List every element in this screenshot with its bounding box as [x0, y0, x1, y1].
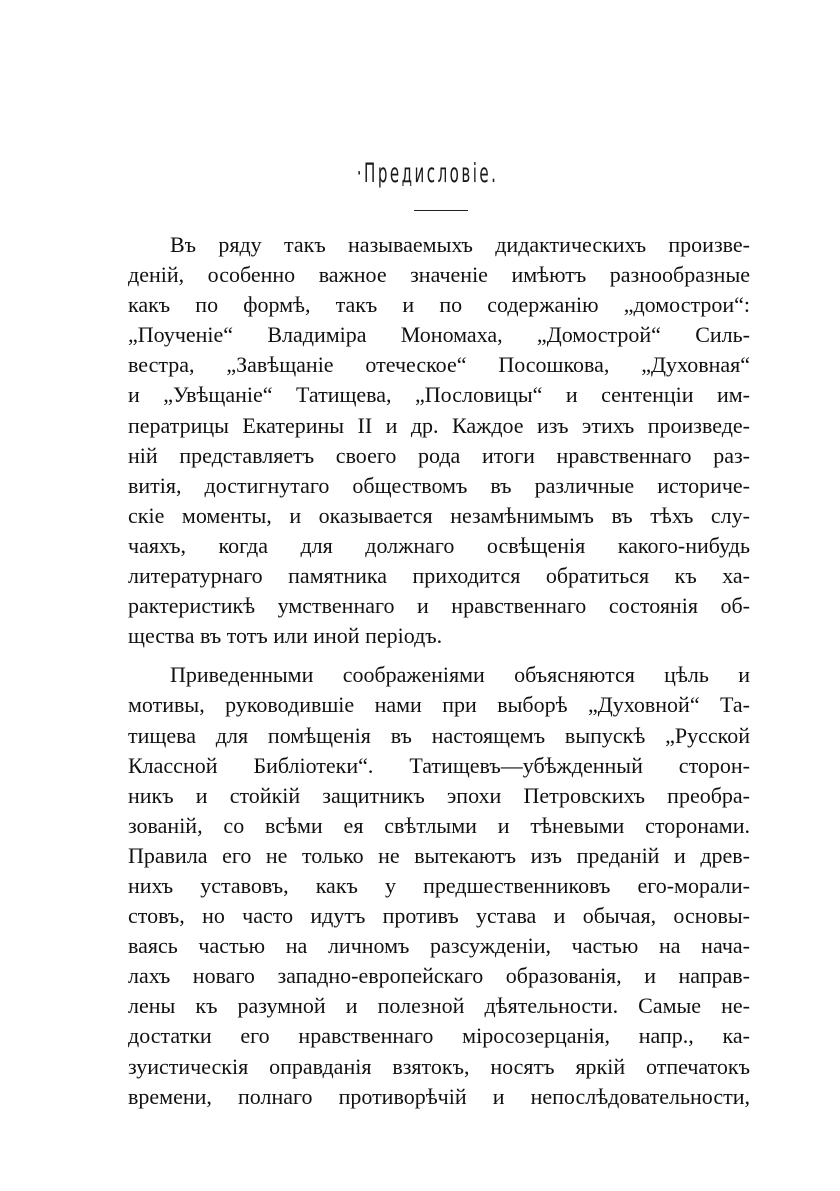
text-line: зованій, со всѣми ея свѣтлыми и тѣневыми сторонами. — [128, 812, 750, 838]
text-line: Правила его не только не вытекаютъ изъ преданій и древ- — [128, 842, 750, 868]
title-divider — [414, 210, 468, 211]
text-line: какъ по формѣ, такъ и по содержанію „домострои“: — [128, 292, 750, 318]
text-line: и „Увѣщаніе“ Татищева, „Пословицы“ и сентенціи им- — [128, 382, 750, 408]
text-line: Классной Библіотеки“. Татищевъ—убѣжденный сторон- — [128, 752, 750, 778]
text-line: Приведенными соображеніями объясняются цѣль и — [170, 662, 750, 688]
text-line: „Поученіе“ Владиміра Мономаха, „Домострой“ Силь- — [128, 322, 750, 348]
paragraph — [128, 230, 750, 651]
body-text — [128, 230, 750, 1121]
text-line: чаяхъ, когда для должнаго освѣщенія какого-нибудь — [128, 532, 750, 558]
text-line: лены къ разумной и полезной дѣятельности. Самые не- — [128, 993, 750, 1019]
text-line: скіе моменты, и оказывается незамѣнимымъ въ тѣхъ слу- — [128, 502, 750, 528]
text-line: тищева для помѣщенія въ настоящемъ выпускѣ „Русской — [128, 722, 750, 748]
page-title: ·Предисловіе. — [356, 158, 499, 189]
text-line: достатки его нравственнаго міросозерцанія, напр., ка- — [128, 1023, 750, 1049]
text-line: деній, особенно важное значеніе имѣютъ разнообразные — [128, 262, 750, 288]
text-line: рактеристикѣ умственнаго и нравственнаго состоянія об- — [128, 593, 750, 619]
text-line: нихъ уставовъ, какъ у предшественниковъ его-морали- — [128, 872, 750, 898]
text-line: щества въ тотъ или иной періодъ. — [128, 623, 443, 649]
paragraph — [128, 660, 750, 1111]
text-line: лахъ новаго западно-европейскаго образованія, и направ- — [128, 963, 750, 989]
text-line: ваясь частью на личномъ разсужденіи, частью на нача- — [128, 933, 750, 959]
text-line: Въ ряду такъ называемыхъ дидактическихъ произве- — [170, 232, 750, 257]
text-line: зуистическія оправданія взятокъ, носятъ яркій отпечатокъ — [128, 1053, 750, 1079]
text-line: времени, полнаго противорѣчій и непослѣдовательности, — [128, 1083, 750, 1109]
text-line: ній представляетъ своего рода итоги нравственнаго раз- — [128, 442, 750, 468]
text-line: вестра, „Завѣщаніе отеческое“ Посошкова, „Духовная“ — [128, 352, 750, 378]
text-line: мотивы, руководившіе нами при выборѣ „Духовной“ Та- — [128, 692, 750, 718]
text-line: витія, достигнутаго обществомъ въ различные историче- — [128, 472, 750, 498]
text-line: ператрицы Екатерины II и др. Каждое изъ этихъ произведе- — [128, 412, 750, 438]
text-line: никъ и стойкій защитникъ эпохи Петровскихъ преобра- — [128, 782, 750, 808]
text-line: литературнаго памятника приходится обратиться къ ха- — [128, 563, 750, 589]
text-line: стовъ, но часто идутъ противъ устава и обычая, основы- — [128, 903, 750, 929]
